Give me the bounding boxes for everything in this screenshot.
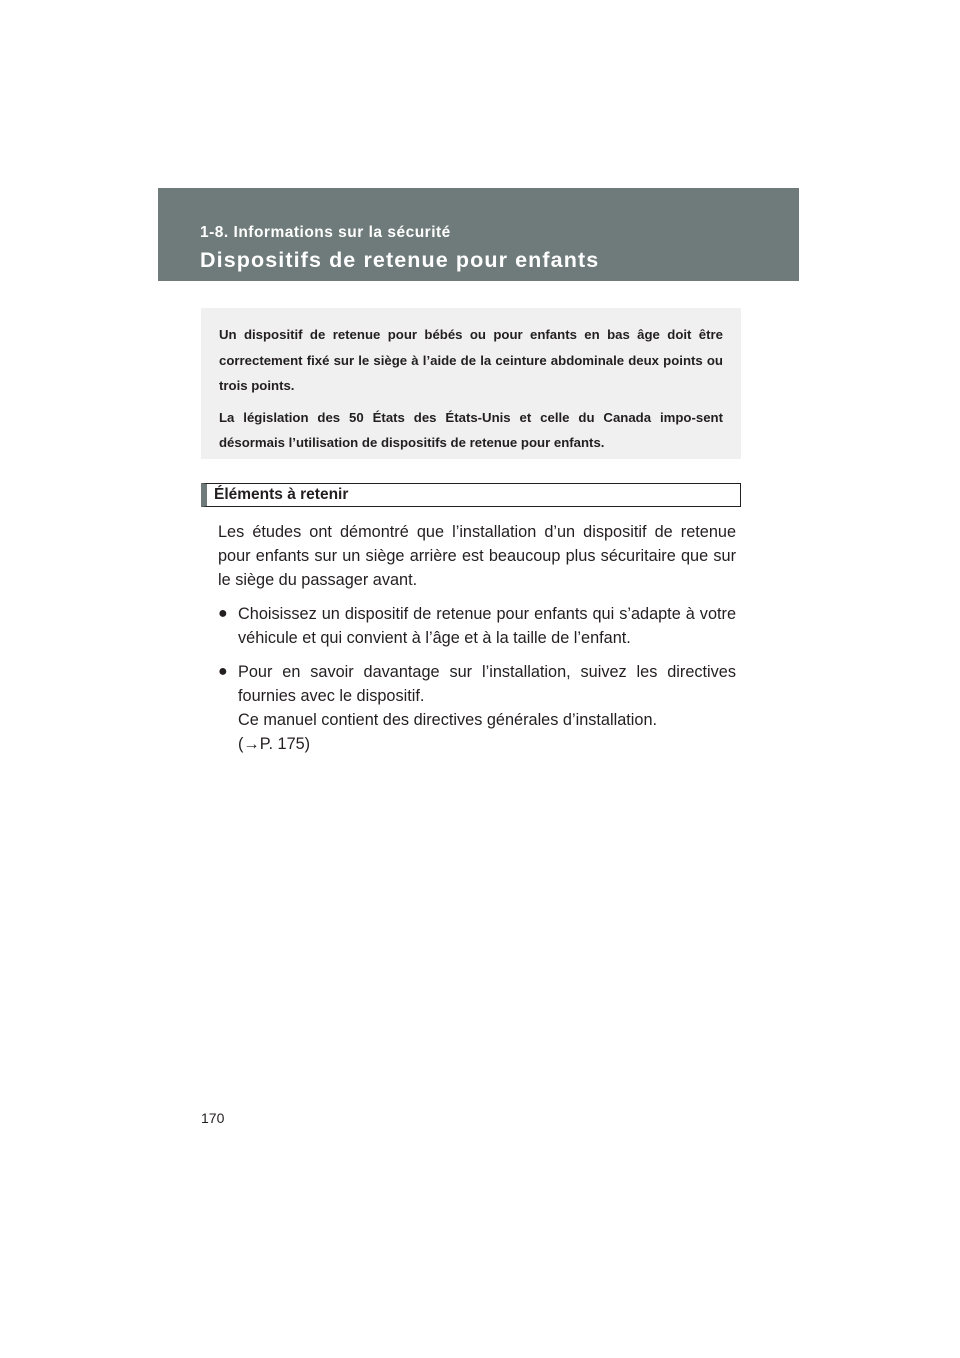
page-title: Dispositifs de retenue pour enfants [200,248,600,272]
bullet-icon: ● [218,605,228,622]
section-heading: Éléments à retenir [201,483,741,507]
page-number: 170 [201,1110,225,1126]
section-body [218,520,736,756]
list-item [218,660,736,756]
header-band [158,188,799,281]
intro-box [201,308,741,459]
intro-paragraph: Un dispositif de retenue pour bébés ou pour enfants en bas âge doit être correctement fixé sur le siège à l’aide de la ceinture abdominale deux points ou trois points. [219,327,723,393]
intro-paragraph: La législation des 50 États des États-Unis et celle du Canada impo-sent désormais l’utilisation de dispositifs de retenue pour enfants. [219,409,723,450]
bullet-extra-text: Ce manuel contient des directives générales d’installation. [238,711,658,729]
bullet-icon: ● [218,663,228,680]
page-reference-link[interactable]: (→P. 175) [238,735,311,753]
list-item [218,602,736,650]
bullet-text: Choisissez un dispositif de retenue pour enfants qui s’adapte à votre véhicule et qui convient à l’âge et à la taille de l’enfant. [238,605,736,647]
body-paragraph: Les études ont démontré que l’installation d’un dispositif de retenue pour enfants sur un siège arrière est beaucoup plus sécuritaire que sur le siège du passager avant. [218,523,736,589]
section-label: 1-8. Informations sur la sécurité [200,224,451,241]
bullet-text: Pour en savoir davantage sur l’installation, suivez les directives fournies avec le dispositif. [238,663,736,705]
